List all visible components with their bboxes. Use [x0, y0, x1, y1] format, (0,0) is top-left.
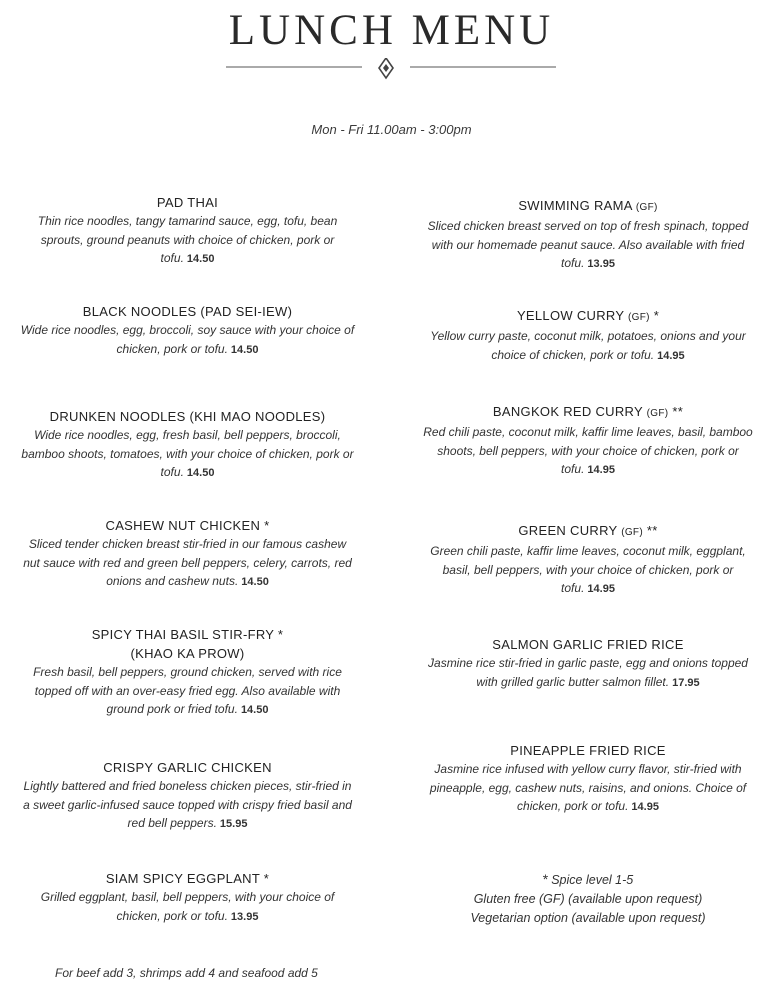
gluten-free-tag: (GF) — [646, 408, 669, 419]
item-description-text: Jasmine rice stir-fried in garlic paste, egg and onions topped with grilled garlic butter salmon fillet. — [428, 656, 748, 689]
item-price: 13.95 — [587, 258, 615, 270]
item-description — [20, 888, 355, 926]
item-name-text: DRUNKEN NOODLES (KHI MAO NOODLES) — [49, 409, 326, 424]
item-price: 15.95 — [219, 818, 248, 830]
item-price: 14.95 — [631, 801, 659, 813]
menu-item-green-curry — [418, 521, 758, 599]
item-name-text: SIAM SPICY EGGPLANT * — [105, 871, 270, 886]
item-price: 14.95 — [587, 583, 615, 595]
item-description — [418, 327, 758, 365]
item-name — [20, 516, 355, 535]
item-price: 17.95 — [672, 676, 700, 689]
item-name-text: CASHEW NUT CHICKEN * — [105, 518, 270, 533]
item-description — [20, 777, 355, 834]
menu-item-cashew-nut-chicken — [20, 516, 355, 592]
item-price: 13.95 — [230, 910, 259, 923]
item-name-text: SALMON GARLIC FRIED RICE — [492, 637, 684, 652]
item-description — [418, 654, 758, 692]
item-name — [418, 196, 758, 217]
item-price: 14.50 — [240, 704, 269, 716]
item-price: 14.50 — [186, 253, 215, 265]
item-name — [418, 521, 758, 542]
item-description-text: Green chili paste, kaffir lime leaves, coconut milk, eggplant, basil, bell peppers, with your choice of chicken, pork or tofu. — [430, 544, 746, 595]
menu-item-salmon-garlic-fried-rice — [418, 635, 758, 692]
menu-item-pineapple-fried-rice — [418, 741, 758, 817]
item-price: 14.50 — [241, 576, 269, 588]
item-name — [418, 741, 758, 760]
spice-marker: ** — [672, 404, 684, 419]
item-name — [418, 635, 758, 654]
item-description-text: Lightly battered and fried boneless chicken pieces, stir-fried in a sweet garlic-infused sauce topped with crispy fried basil and red bell peppers. — [23, 779, 352, 830]
menu-item-black-noodles — [20, 302, 355, 359]
item-name-text: BLACK NOODLES (PAD SEI-IEW) — [82, 304, 293, 319]
spice-marker: * — [653, 308, 660, 323]
legend-gluten-free: Gluten free (GF) (available upon request) — [473, 892, 703, 906]
legend-vegetarian: Vegetarian option (available upon request) — [470, 911, 706, 925]
spice-marker: ** — [646, 523, 658, 538]
legend-spice-level — [418, 870, 758, 890]
opening-hours: Mon - Fri 11.00am - 3:00pm — [311, 122, 472, 137]
gluten-free-tag: (GF) — [621, 527, 643, 538]
menu-item-drunken-noodles — [20, 407, 355, 483]
item-name — [20, 193, 355, 212]
spice-star-icon: * — [542, 871, 549, 887]
menu-item-bangkok-red-curry — [418, 402, 758, 480]
item-name — [20, 302, 355, 321]
protein-add-on-note: For beef add 3, shrimps add 4 and seafood add 5 — [55, 966, 318, 980]
item-description — [20, 212, 355, 269]
menu-item-yellow-curry — [418, 306, 758, 365]
item-description-text: Red chili paste, coconut milk, kaffir lime leaves, basil, bamboo shoots, bell peppers, with your choice of chicken, pork or tofu. — [423, 425, 753, 476]
item-description-text: Sliced tender chicken breast stir-fried in our famous cashew nut sauce with red and green bell peppers, celery, carrots, red onions and cashew nuts. — [23, 537, 352, 588]
item-name-text: BANGKOK RED CURRY — [492, 404, 643, 419]
item-description — [20, 321, 355, 359]
item-description — [20, 535, 355, 592]
item-name-text: YELLOW CURRY — [516, 308, 625, 323]
item-name — [20, 407, 355, 426]
gluten-free-tag: (GF) — [635, 202, 658, 213]
menu-legend — [418, 870, 758, 928]
item-description — [418, 760, 758, 817]
item-description — [20, 663, 355, 720]
item-name-text: PINEAPPLE FRIED RICE — [510, 743, 666, 758]
item-description — [418, 423, 758, 480]
item-name — [88, 625, 288, 663]
menu-item-swimming-rama — [418, 196, 758, 274]
item-description-text: Grilled eggplant, basil, bell peppers, with your choice of chicken, pork or tofu. — [40, 890, 335, 923]
item-description — [20, 426, 355, 483]
item-description-text: Fresh basil, bell peppers, ground chicken, served with rice topped off with an over-easy fried egg. Also available with ground pork or fried tofu. — [33, 665, 342, 716]
item-name — [418, 306, 758, 327]
item-description-text: Jasmine rice infused with yellow curry flavor, stir-fried with pineapple, egg, cashew nuts, raisins, and onions. Choice of chicken, pork or tofu. — [429, 762, 747, 813]
item-name — [20, 869, 355, 888]
legend-spice-text: Spice level 1-5 — [551, 873, 634, 887]
item-name — [20, 758, 355, 777]
item-price: 14.95 — [587, 464, 615, 476]
gluten-free-tag: (GF) — [628, 312, 650, 323]
item-description-text: Wide rice noodles, egg, broccoli, soy sauce with your choice of chicken, pork or tofu. — [20, 323, 355, 356]
menu-item-spicy-thai-basil — [20, 625, 355, 720]
item-name-text: CRISPY GARLIC CHICKEN — [103, 760, 272, 775]
item-name-text: SPICY THAI BASIL STIR-FRY * (KHAO KA PROW) — [91, 627, 284, 661]
item-description-text: Thin rice noodles, tangy tamarind sauce, egg, tofu, bean sprouts, ground peanuts with choice of chicken, pork or tofu. — [37, 214, 338, 265]
item-description-text: Wide rice noodles, egg, fresh basil, bell peppers, broccoli, bamboo shoots, tomatoes, with your choice of chicken, pork or tofu. — [21, 428, 354, 479]
item-name-text: GREEN CURRY — [518, 523, 618, 538]
item-description-text: Sliced chicken breast served on top of fresh spinach, topped with our homemade peanut sauce. Also available with fried tofu. — [427, 219, 749, 270]
item-price: 14.50 — [186, 467, 215, 479]
item-price: 14.50 — [230, 343, 259, 356]
menu-title: LUNCH MENU — [228, 7, 555, 54]
item-description — [418, 217, 758, 274]
item-name-text: PAD THAI — [156, 195, 219, 210]
menu-item-pad-thai — [20, 193, 355, 269]
item-price: 14.95 — [657, 349, 685, 362]
title-divider-ornament — [226, 58, 556, 82]
item-name-text: SWIMMING RAMA — [518, 198, 632, 213]
item-description-text: Yellow curry paste, coconut milk, potatoes, onions and your choice of chicken, pork or tofu. — [430, 329, 746, 362]
menu-item-siam-spicy-eggplant — [20, 869, 355, 926]
menu-item-crispy-garlic-chicken — [20, 758, 355, 834]
item-description — [418, 542, 758, 599]
item-name — [418, 402, 758, 423]
